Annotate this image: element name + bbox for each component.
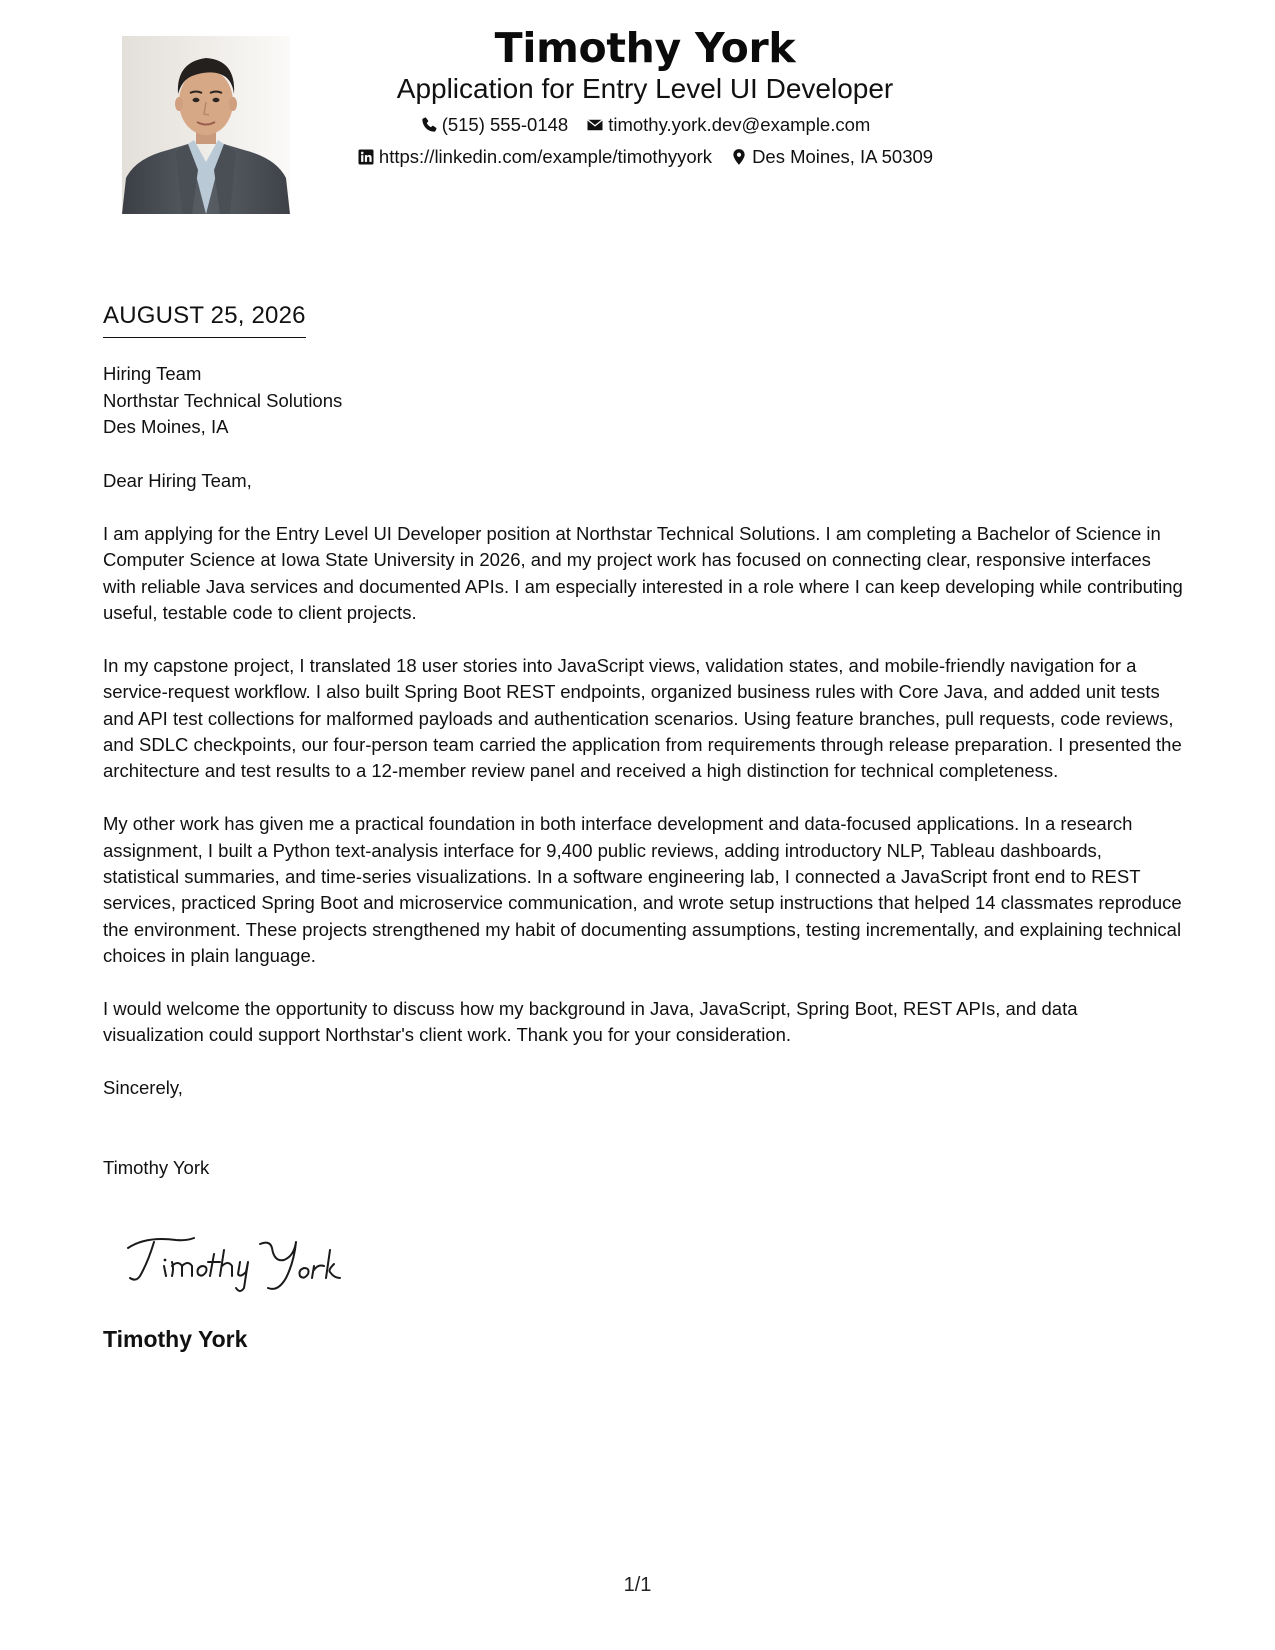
body-paragraph: I am applying for the Entry Level UI Developer position at Northstar Technical Solutions. I am completing a Bachelor of Science in Computer Science at Iowa State University in 2026, and my project work has focused on connecting clear, responsive interfaces with reliable Java services and documented APIs. I am especially interested in a role where I can keep developing while contributing useful, testable code to client projects. xyxy=(103,522,1183,624)
recipient-address xyxy=(103,361,342,441)
signature-image xyxy=(124,1232,364,1298)
typed-name: Timothy York xyxy=(103,1156,210,1178)
recipient-line-2: Northstar Technical Solutions xyxy=(103,389,343,411)
contact-phone xyxy=(420,114,569,136)
profile-photo xyxy=(122,36,290,214)
letter-date: AUGUST 25, 2026 xyxy=(103,301,306,338)
contact-location xyxy=(730,146,933,168)
portrait-image xyxy=(122,36,290,214)
salutation: Dear Hiring Team, xyxy=(103,470,252,491)
body-paragraph: I would welcome the opportunity to discuss how my background in Java, JavaScript, Spring Boot, REST APIs, and data visualization could support Northstar's client work. Thank you for your consideration. xyxy=(103,998,1078,1046)
phone-icon xyxy=(420,116,438,134)
date-block xyxy=(103,301,306,338)
recipient-line-1: Hiring Team xyxy=(103,363,202,384)
contact-row-secondary xyxy=(330,146,960,168)
body-paragraph: In my capstone project, I translated 18 user stories into JavaScript views, validation states, and mobile-friendly navigation for a service-request workflow. I also built Spring Boot REST endpoints, organized business rules with Core Java, and added unit tests and API test collections for malformed payloads and authentication scenarios. Using feature branches, pull requests, code reviews, and SDLC checkpoints, our four-person team carried the application from requirements through release preparation. I presented the architecture and test results to a 12-member review panel and received a high distinction for technical completeness. xyxy=(103,654,1182,782)
envelope-icon xyxy=(586,116,604,134)
phone-number[interactable]: (515) 555-0148 xyxy=(441,114,569,135)
applicant-name: Timothy York xyxy=(494,24,796,72)
closing: Sincerely, xyxy=(103,1077,183,1099)
page-number: 1/1 xyxy=(623,1574,652,1596)
signature-printed-name: Timothy York xyxy=(103,1326,248,1352)
linkedin-icon xyxy=(357,148,375,166)
letter-header xyxy=(330,22,960,168)
letter-body xyxy=(103,468,1183,1207)
recipient-line-3: Des Moines, IA xyxy=(103,416,229,437)
handwritten-signature xyxy=(124,1232,364,1298)
contact-linkedin xyxy=(357,146,712,168)
linkedin-link[interactable]: https://linkedin.com/example/timothyyork xyxy=(378,146,713,167)
contact-row-primary xyxy=(330,114,960,136)
map-pin-icon xyxy=(730,148,748,166)
contact-email xyxy=(586,114,870,136)
location-text: Des Moines, IA 50309 xyxy=(752,146,934,167)
application-title: Application for Entry Level UI Developer xyxy=(396,73,894,104)
email-link[interactable]: timothy.york.dev@example.com xyxy=(608,114,871,135)
body-paragraph: My other work has given me a practical foundation in both interface development and data-focused applications. In a research assignment, I built a Python text-analysis interface for 9,400 public reviews, adding introductory NLP, Tableau dashboards, statistical summaries, and time-series visualizations. In a software engineering lab, I connected a JavaScript front end to REST services, practiced Spring Boot and microservice communication, and wrote setup instructions that helped 14 classmates reproduce the environment. These projects strengthened my habit of documenting assumptions, testing incrementally, and explaining technical choices in plain language. xyxy=(103,813,1182,967)
